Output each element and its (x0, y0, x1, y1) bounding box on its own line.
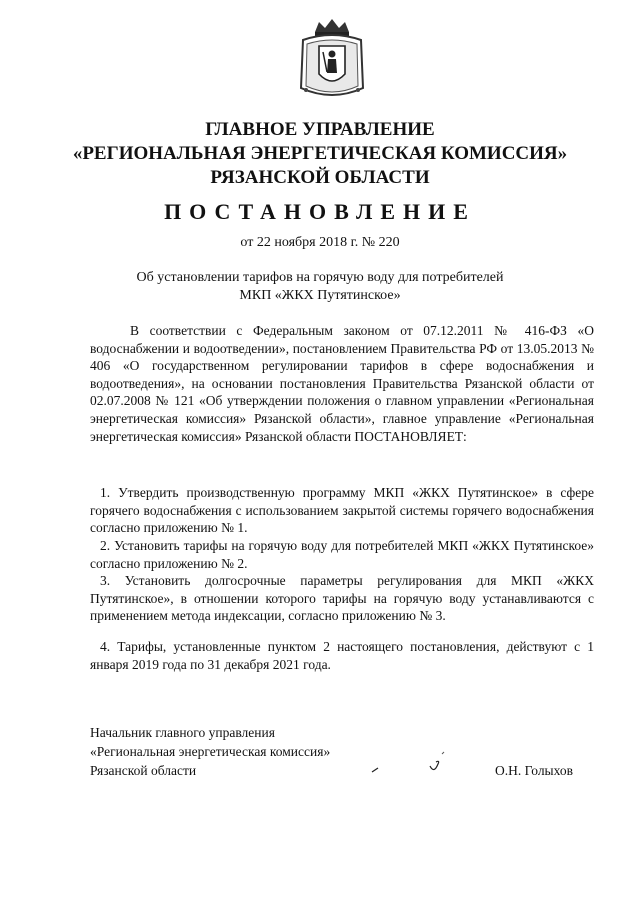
clause-1: 1. Утвердить производственную программу МКП «ЖКХ Путятинское» в сфере горячего водоснабжения с использованием закрытой системы горячего водоснабжения согласно приложению № 1. (90, 485, 594, 536)
coat-of-arms-emblem (297, 18, 367, 104)
signatory-position-line-1: Начальник главного управления (90, 725, 275, 740)
authority-title-line-3: РЯЗАНСКОЙ ОБЛАСТИ (210, 167, 430, 188)
authority-title-line-1: ГЛАВНОЕ УПРАВЛЕНИЕ (205, 119, 435, 140)
document-type-heading: ПОСТАНОВЛЕНИЕ (164, 199, 476, 224)
signatory-position-line-3: Рязанской области (90, 763, 197, 778)
handwritten-signature (368, 748, 448, 778)
document-subject (0, 269, 640, 305)
clause-4: 4. Тарифы, установленные пунктом 2 настоящего постановления, действуют с 1 января 2019 года по 31 декабря 2021 года. (90, 639, 594, 672)
preamble-paragraph: В соответствии с Федеральным законом от 07.12.2011 № 416-ФЗ «О водоснабжении и водоотведении», постановлением Правительства РФ от 13.05.2013 № 406 «О государственном регулировании тарифов в сфере водоснабжения и водоотведения», на основании постановления Правительства Рязанской области от 02.07.2008 № 121 «Об утверждении положения о главном управлении «Региональная энергетическая комиссия» Рязанской области», главное управление «Региональная энергетическая комиссия» Рязанской области ПОСТАНОВЛЯЕТ: (90, 323, 594, 444)
clause-3: 3. Установить долгосрочные параметры регулирования для МКП «ЖКХ Путятинское», в отношении которого тарифы на горячую воду устанавливаются с применением метода индексации, согласно приложению № 3. (90, 573, 594, 624)
signatory-name: О.Н. Голыхов (495, 763, 573, 778)
document-date-number: от 22 ноября 2018 г. № 220 (240, 235, 400, 250)
document-subject-line-2: МКП «ЖКХ Путятинское» (239, 288, 401, 303)
authority-title-line-2: «РЕГИОНАЛЬНАЯ ЭНЕРГЕТИЧЕСКАЯ КОМИССИЯ» (72, 143, 568, 164)
clause-2: 2. Установить тарифы на горячую воду для потребителей МКП «ЖКХ Путятинское» согласно приложению № 2. (90, 538, 594, 571)
signatory-position-line-2: «Региональная энергетическая комиссия» (90, 744, 331, 759)
document-subject-line-1: Об установлении тарифов на горячую воду для потребителей (136, 270, 504, 285)
